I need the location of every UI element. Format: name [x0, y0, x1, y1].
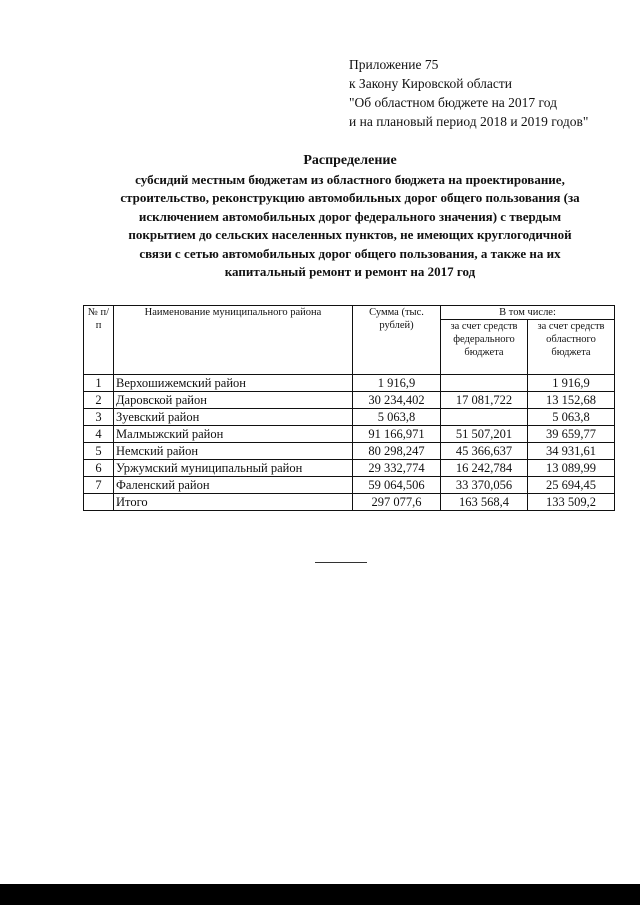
row-sum: 80 298,247 [353, 443, 441, 460]
table-row [84, 460, 615, 477]
row-federal: 51 507,201 [441, 426, 528, 443]
end-divider [315, 562, 367, 563]
scan-bottom-edge [0, 884, 640, 905]
title-heading: Распределение [303, 153, 397, 168]
total-sum: 297 077,6 [353, 494, 441, 511]
row-regional: 25 694,45 [528, 477, 615, 494]
row-federal: 33 370,056 [441, 477, 528, 494]
row-sum: 1 916,9 [353, 375, 441, 392]
total-row [84, 494, 615, 511]
row-regional: 34 931,61 [528, 443, 615, 460]
row-federal [441, 375, 528, 392]
table-row [84, 426, 615, 443]
table-row [84, 409, 615, 426]
appendix-line: к Закону Кировской области [349, 76, 513, 91]
table-body [84, 375, 615, 511]
row-district: Зуевский район [114, 409, 353, 426]
appendix-reference [349, 55, 639, 131]
row-regional: 5 063,8 [528, 409, 615, 426]
title-line: субсидий местным бюджетам из областного бюджета на проектирование, [135, 171, 565, 187]
row-federal [441, 409, 528, 426]
row-regional: 39 659,77 [528, 426, 615, 443]
row-federal: 16 242,784 [441, 460, 528, 477]
title-line: связи с сетью автомобильных дорог общего пользования, а также на их [139, 245, 561, 261]
total-federal: 163 568,4 [441, 494, 528, 511]
row-district: Немский район [114, 443, 353, 460]
header-sum: Сумма (тыс. рублей) [353, 306, 441, 375]
row-number: 7 [84, 477, 114, 494]
row-sum: 30 234,402 [353, 392, 441, 409]
row-number: 3 [84, 409, 114, 426]
appendix-line: "Об областном бюджете на 2017 год [349, 95, 557, 110]
row-number: 4 [84, 426, 114, 443]
row-district: Малмыжский район [114, 426, 353, 443]
row-district: Верхошижемский район [114, 375, 353, 392]
total-number [84, 494, 114, 511]
row-regional: 13 152,68 [528, 392, 615, 409]
title-line: покрытием до сельских населенных пунктов, не имеющих круглогодичной [128, 227, 572, 242]
table-row [84, 443, 615, 460]
appendix-line: и на плановый период 2018 и 2019 годов" [349, 114, 589, 129]
title-line: строительство, реконструкцию автомобильных дорог общего пользования (за [120, 190, 580, 205]
row-federal: 45 366,637 [441, 443, 528, 460]
row-regional: 13 089,99 [528, 460, 615, 477]
row-number: 5 [84, 443, 114, 460]
header-district-name: Наименование муниципального района [114, 306, 353, 375]
row-district: Даровской район [114, 392, 353, 409]
table-row [84, 392, 615, 409]
row-sum: 29 332,774 [353, 460, 441, 477]
row-number: 2 [84, 392, 114, 409]
row-number: 6 [84, 460, 114, 477]
header-regional: за счет средств областного бюджета [528, 320, 615, 375]
row-federal: 17 081,722 [441, 392, 528, 409]
document-title [60, 152, 640, 282]
row-regional: 1 916,9 [528, 375, 615, 392]
header-number: № п/п [84, 306, 114, 375]
title-line: исключением автомобильных дорог федерального значения) с твердым [138, 208, 562, 224]
row-sum: 91 166,971 [353, 426, 441, 443]
appendix-line: Приложение 75 [349, 57, 439, 72]
title-line: капитальный ремонт и ремонт на 2017 год [224, 264, 476, 279]
subsidy-table [83, 305, 615, 511]
total-label: Итого [114, 494, 353, 511]
row-number: 1 [84, 375, 114, 392]
table-row [84, 375, 615, 392]
row-sum: 59 064,506 [353, 477, 441, 494]
header-including: В том числе: [441, 306, 615, 320]
row-district: Фаленский район [114, 477, 353, 494]
table-row [84, 477, 615, 494]
row-sum: 5 063,8 [353, 409, 441, 426]
header-federal: за счет средств федерального бюджета [441, 320, 528, 375]
row-district: Уржумский муниципальный район [114, 460, 353, 477]
total-regional: 133 509,2 [528, 494, 615, 511]
